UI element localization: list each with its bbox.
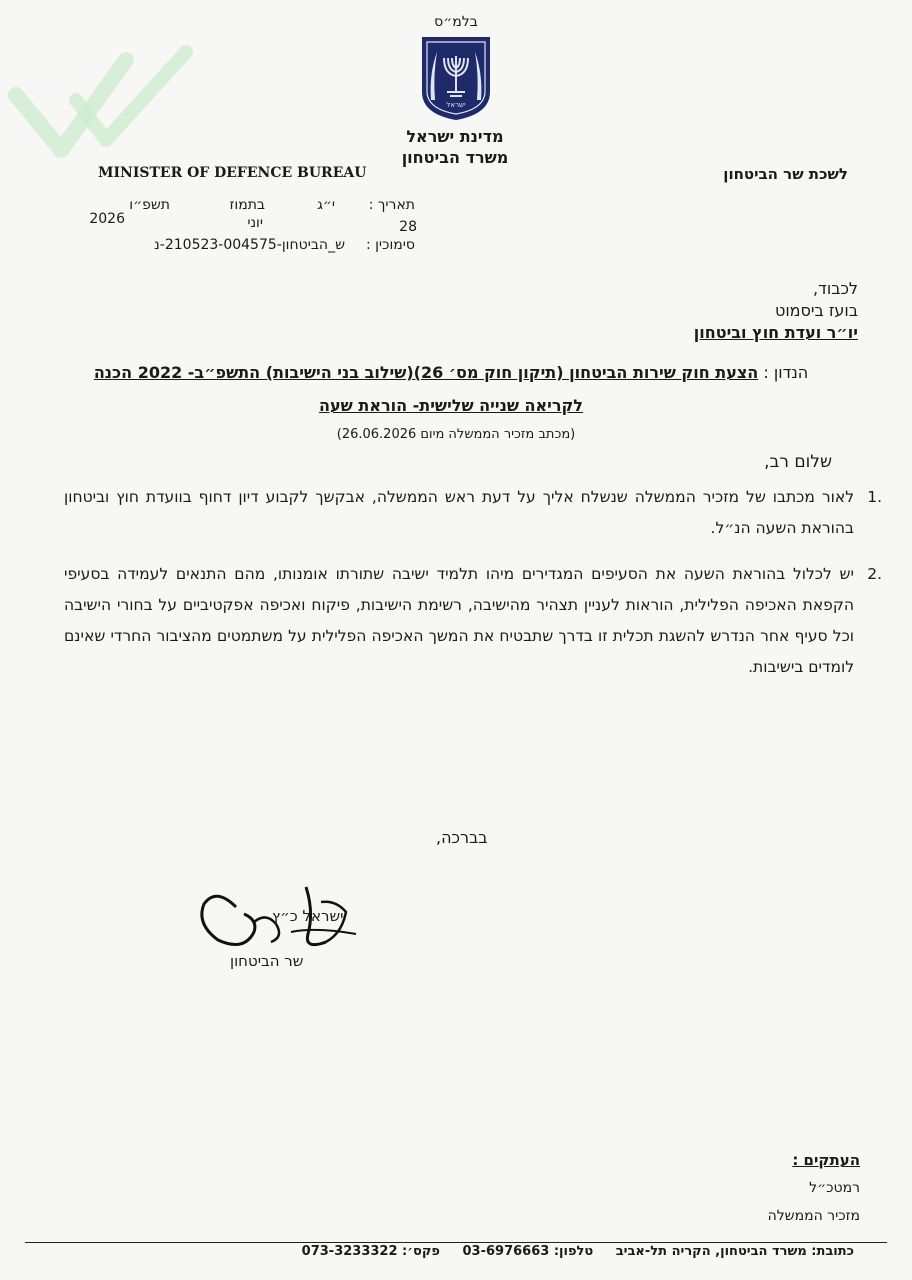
date-hebrew-year: תשפ״ו (129, 197, 170, 213)
subject-line-1 (60, 356, 842, 389)
recipient-salutation: לכבוד, (813, 279, 858, 298)
bureau-english: MINISTER OF DEFENCE BUREAU (98, 165, 367, 181)
subject-reference: (מכתב מזכיר הממשלה מיום 26.06.2026) (336, 427, 576, 442)
signer-name: ישראל כ״ץ (272, 907, 344, 925)
recipient-name: בועז ביסמוט (774, 301, 858, 320)
cc-heading: העתקים : (792, 1151, 860, 1169)
subject-block (60, 356, 842, 422)
subject-label: הנדון : (763, 363, 809, 382)
svg-text:ישראל: ישראל (446, 101, 466, 109)
reference-label: סימוכין : (365, 237, 415, 253)
date-hebrew-day: י״ג (317, 197, 335, 213)
signer-title: שר הביטחון (230, 952, 304, 970)
reference-value: ש_הביטחון-210523-004575-נ (154, 237, 345, 253)
paragraph-1 (64, 482, 882, 544)
date-hebrew-month: בתמוז (229, 197, 265, 213)
footer-contact (180, 1244, 854, 1259)
closing-blessing: בברכה, (436, 828, 488, 847)
footer-divider (25, 1242, 887, 1243)
paragraph-2-number: .2 (867, 565, 882, 583)
date-year: 2026 (89, 211, 125, 227)
checkmark-watermark-icon (6, 40, 196, 170)
date-label: תאריך : (368, 197, 415, 213)
date-month: יוני (247, 215, 263, 231)
subject-title-1: הצעת חוק שירות הביטחון (תיקון חוק מס׳ 26)(שילוב בני הישיבות) התשפ״ב- 2022 הכנה (93, 363, 759, 382)
recipient-block (694, 278, 858, 344)
paragraph-2 (64, 559, 882, 683)
cc-item: רמטכ״ל (809, 1180, 860, 1196)
paragraph-2-text: יש לכלול בהוראת השעה את הסעיפים המגדירים מיהו תלמיד ישיבה שתורתו אומנותו, מהם התנאים לעמידה בסעיפי הקפאת האכיפה הפלילית, הוראות לעניין תצהיר מהישיבה, רשימת הישיבות, פיקוח ואכיפה אפקטיביים על בחורי הישיבה וכל סעיף אחר הנדרש להשגת תכלית זו בדרך שתבטיח את המשך האכיפה הפלילית על משתמטים מהציבור החרדי שאינם לומדים בישיבות. (64, 565, 854, 676)
state-name: מדינת ישראל (406, 127, 504, 146)
classification-note: בלמ״ס (434, 14, 478, 30)
bureau-hebrew: לשכת שר הביטחון (723, 165, 848, 183)
footer-fax: פקס׳: 073-3233322 (301, 1244, 440, 1259)
date-day: 28 (399, 219, 417, 235)
paragraph-1-number: .1 (867, 488, 882, 506)
subject-title-2: לקריאה שנייה שלישית- הוראת שעה (319, 396, 583, 415)
date-gregorian-row (70, 211, 417, 235)
cc-item: מזכיר הממשלה (767, 1208, 860, 1224)
subject-line-2 (60, 389, 842, 422)
state-emblem-icon (419, 34, 493, 122)
paragraph-1-text: לאור מכתבו של מזכיר הממשלה שנשלח אליך על דעת ראש הממשלה, אבקשך לקבוע דיון דחוף בוועדת חוץ וביטחון בהוראת השעה הנ״ל. (64, 488, 854, 537)
reference-row (70, 235, 415, 255)
footer-phone: טלפון: 03-6976663 (462, 1244, 594, 1259)
recipient-title: יו״ר ועדת חוץ וביטחון (693, 323, 858, 342)
ministry-name: משרד הביטחון (401, 148, 509, 167)
footer-address: כתובת: משרד הביטחון, הקריה תל-אביב (615, 1244, 854, 1259)
greeting: שלום רב, (764, 452, 832, 472)
letter-meta (70, 195, 415, 255)
